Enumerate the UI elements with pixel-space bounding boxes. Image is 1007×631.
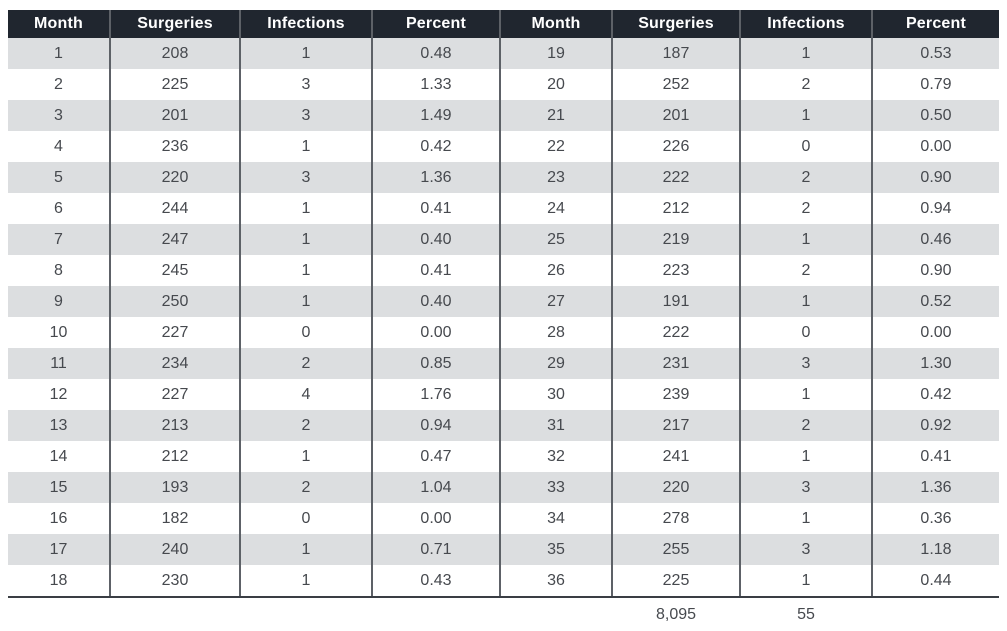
cell-month-left: 5 xyxy=(54,168,63,186)
cell-percent-right: 0.00 xyxy=(872,131,999,162)
cell-surgeries-left: 234 xyxy=(110,348,240,379)
table-row-months-17-35 xyxy=(8,534,999,565)
cell-month-left: 13 xyxy=(49,416,68,434)
cell-percent-left: 0.41 xyxy=(372,255,500,286)
cell-month-left: 7 xyxy=(54,230,63,248)
cell-infections-right: 0 xyxy=(740,131,872,162)
cell-month-right: 27 xyxy=(500,286,612,317)
cell-surgeries-right: 212 xyxy=(612,193,740,224)
cell-percent-left: 0.71 xyxy=(372,534,500,565)
cell-infections-left: 1 xyxy=(240,565,372,597)
cell-percent-left: 0.40 xyxy=(372,286,500,317)
cell-infections-left: 1 xyxy=(240,441,372,472)
cell-percent-right: 0.00 xyxy=(872,317,999,348)
cell-percent-left: 1.76 xyxy=(372,379,500,410)
cell-surgeries-right: 252 xyxy=(612,69,740,100)
cell-month-right: 32 xyxy=(500,441,612,472)
cell-percent-right: 0.79 xyxy=(872,69,999,100)
column-header-month-right: Month xyxy=(500,10,612,38)
cell-infections-left: 2 xyxy=(240,472,372,503)
cell-month-left: 2 xyxy=(54,75,63,93)
column-header-infections-right: Infections xyxy=(740,10,872,38)
table-row-months-5-23 xyxy=(8,162,999,193)
table-row-months-10-28 xyxy=(8,317,999,348)
cell-infections-right: 2 xyxy=(740,255,872,286)
cell-surgeries-right: 217 xyxy=(612,410,740,441)
cell-percent-left: 0.47 xyxy=(372,441,500,472)
total-surgeries: 8,095 xyxy=(612,597,740,631)
cell-month-right: 35 xyxy=(500,534,612,565)
cell-percent-right: 1.36 xyxy=(872,472,999,503)
cell-percent-right: 1.30 xyxy=(872,348,999,379)
cell-surgeries-right: 241 xyxy=(612,441,740,472)
cell-surgeries-left: 236 xyxy=(110,131,240,162)
column-header-surgeries-right: Surgeries xyxy=(612,10,740,38)
cell-infections-left: 0 xyxy=(240,317,372,348)
cell-month-right: 30 xyxy=(500,379,612,410)
cell-percent-left: 1.33 xyxy=(372,69,500,100)
cell-percent-right: 0.90 xyxy=(872,255,999,286)
table-row-months-7-25 xyxy=(8,224,999,255)
table-row-months-18-36 xyxy=(8,565,999,597)
cell-month-right: 29 xyxy=(500,348,612,379)
cell-infections-right: 2 xyxy=(740,162,872,193)
cell-infections-left: 1 xyxy=(240,255,372,286)
cell-surgeries-left: 208 xyxy=(110,38,240,69)
cell-surgeries-left: 227 xyxy=(110,379,240,410)
cell-infections-right: 1 xyxy=(740,286,872,317)
cell-surgeries-right: 187 xyxy=(612,38,740,69)
cell-percent-left: 0.00 xyxy=(372,503,500,534)
table-row-months-9-27 xyxy=(8,286,999,317)
cell-surgeries-right: 191 xyxy=(612,286,740,317)
cell-month-left: 6 xyxy=(54,199,63,217)
cell-surgeries-right: 201 xyxy=(612,100,740,131)
cell-surgeries-left: 244 xyxy=(110,193,240,224)
cell-month-right: 33 xyxy=(500,472,612,503)
cell-surgeries-right: 220 xyxy=(612,472,740,503)
cell-surgeries-left: 240 xyxy=(110,534,240,565)
table-row-months-13-31 xyxy=(8,410,999,441)
cell-month-left: 8 xyxy=(54,261,63,279)
cell-infections-left: 1 xyxy=(240,534,372,565)
cell-infections-right: 0 xyxy=(740,317,872,348)
cell-surgeries-right: 219 xyxy=(612,224,740,255)
cell-infections-left: 1 xyxy=(240,131,372,162)
cell-infections-left: 1 xyxy=(240,38,372,69)
cell-surgeries-left: 193 xyxy=(110,472,240,503)
cell-month-right: 25 xyxy=(500,224,612,255)
cell-percent-left: 0.40 xyxy=(372,224,500,255)
cell-surgeries-right: 231 xyxy=(612,348,740,379)
cell-month-left: 11 xyxy=(50,354,67,372)
cell-month-left: 4 xyxy=(54,137,63,155)
cell-infections-right: 1 xyxy=(740,100,872,131)
cell-percent-left: 0.94 xyxy=(372,410,500,441)
table-row-months-12-30 xyxy=(8,379,999,410)
cell-percent-left: 0.48 xyxy=(372,38,500,69)
cell-surgeries-left: 250 xyxy=(110,286,240,317)
table-body xyxy=(8,38,999,597)
cell-surgeries-right: 278 xyxy=(612,503,740,534)
cell-month-right: 28 xyxy=(500,317,612,348)
cell-percent-left: 0.85 xyxy=(372,348,500,379)
cell-month-left: 18 xyxy=(8,565,110,597)
cell-percent-right: 0.42 xyxy=(872,379,999,410)
cell-percent-right: 0.44 xyxy=(872,565,999,597)
cell-surgeries-left: 213 xyxy=(110,410,240,441)
cell-month-left: 1 xyxy=(54,44,63,62)
table-row-months-11-29 xyxy=(8,348,999,379)
table-row-months-14-32 xyxy=(8,441,999,472)
cell-infections-right: 1 xyxy=(740,38,872,69)
cell-surgeries-left: 230 xyxy=(110,565,240,597)
cell-month-right: 21 xyxy=(500,100,612,131)
table-row-months-15-33 xyxy=(8,472,999,503)
cell-percent-left: 1.36 xyxy=(372,162,500,193)
cell-infections-right: 2 xyxy=(740,193,872,224)
empty-cell xyxy=(8,597,110,631)
cell-month-right: 26 xyxy=(500,255,612,286)
cell-percent-left: 0.41 xyxy=(372,193,500,224)
column-header-surgeries-left: Surgeries xyxy=(110,10,240,38)
cell-month-right: 34 xyxy=(500,503,612,534)
cell-infections-left: 2 xyxy=(240,348,372,379)
cell-infections-right: 2 xyxy=(740,69,872,100)
cell-surgeries-right: 222 xyxy=(612,317,740,348)
cell-surgeries-right: 225 xyxy=(612,565,740,597)
table-row-months-4-22 xyxy=(8,131,999,162)
table-row-months-16-34 xyxy=(8,503,999,534)
cell-month-left: 10 xyxy=(49,323,68,341)
cell-infections-right: 1 xyxy=(740,503,872,534)
cell-month-left: 14 xyxy=(49,447,68,465)
cell-percent-left: 0.43 xyxy=(372,565,500,597)
cell-month-left: 3 xyxy=(54,106,63,124)
cell-percent-left: 1.04 xyxy=(372,472,500,503)
column-header-percent-right: Percent xyxy=(872,10,999,38)
table-row-months-1-19 xyxy=(8,38,999,69)
cell-infections-right: 1 xyxy=(740,441,872,472)
cell-infections-left: 4 xyxy=(240,379,372,410)
cell-percent-right: 0.52 xyxy=(872,286,999,317)
cell-infections-right: 1 xyxy=(740,224,872,255)
table-row-months-6-24 xyxy=(8,193,999,224)
cell-month-left: 12 xyxy=(49,385,68,403)
cell-infections-left: 3 xyxy=(240,162,372,193)
cell-infections-right: 2 xyxy=(740,410,872,441)
cell-month-right: 31 xyxy=(500,410,612,441)
cell-percent-right: 0.94 xyxy=(872,193,999,224)
cell-surgeries-right: 222 xyxy=(612,162,740,193)
table-row-months-8-26 xyxy=(8,255,999,286)
header-row xyxy=(8,10,999,38)
cell-infections-left: 2 xyxy=(240,410,372,441)
cell-percent-right: 1.18 xyxy=(872,534,999,565)
empty-cell xyxy=(372,597,500,631)
totals-row xyxy=(8,597,999,631)
cell-month-right: 22 xyxy=(500,131,612,162)
cell-infections-left: 3 xyxy=(240,100,372,131)
cell-infections-right: 3 xyxy=(740,534,872,565)
cell-surgeries-right: 255 xyxy=(612,534,740,565)
cell-infections-left: 3 xyxy=(240,69,372,100)
cell-infections-right: 3 xyxy=(740,472,872,503)
cell-month-left: 9 xyxy=(54,292,63,310)
cell-surgeries-right: 226 xyxy=(612,131,740,162)
table-row-months-2-20 xyxy=(8,69,999,100)
cell-month-left: 16 xyxy=(49,509,68,527)
cell-percent-left: 1.49 xyxy=(372,100,500,131)
cell-surgeries-left: 201 xyxy=(110,100,240,131)
cell-infections-right: 1 xyxy=(740,565,872,597)
empty-cell xyxy=(110,597,240,631)
empty-cell xyxy=(240,597,372,631)
cell-percent-right: 0.46 xyxy=(872,224,999,255)
cell-percent-right: 0.36 xyxy=(872,503,999,534)
cell-surgeries-left: 182 xyxy=(110,503,240,534)
table-row-months-3-21 xyxy=(8,100,999,131)
total-infections: 55 xyxy=(740,597,872,631)
cell-month-left: 17 xyxy=(49,540,68,558)
cell-month-right: 20 xyxy=(500,69,612,100)
cell-month-right: 36 xyxy=(500,565,612,597)
cell-percent-right: 0.53 xyxy=(872,38,999,69)
cell-month-right: 23 xyxy=(500,162,612,193)
cell-infections-left: 1 xyxy=(240,193,372,224)
cell-month-right: 19 xyxy=(500,38,612,69)
cell-percent-right: 0.50 xyxy=(872,100,999,131)
surgical-infections-table xyxy=(8,10,999,631)
cell-percent-left: 0.42 xyxy=(372,131,500,162)
cell-infections-right: 1 xyxy=(740,379,872,410)
cell-surgeries-right: 223 xyxy=(612,255,740,286)
cell-surgeries-left: 212 xyxy=(110,441,240,472)
column-header-month-left: Month xyxy=(8,10,110,38)
cell-surgeries-left: 225 xyxy=(110,69,240,100)
cell-percent-right: 0.92 xyxy=(872,410,999,441)
column-header-percent-left: Percent xyxy=(372,10,500,38)
cell-surgeries-right: 239 xyxy=(612,379,740,410)
cell-percent-right: 0.41 xyxy=(872,441,999,472)
cell-infections-right: 3 xyxy=(740,348,872,379)
empty-cell xyxy=(872,597,999,631)
cell-month-right: 24 xyxy=(500,193,612,224)
cell-surgeries-left: 245 xyxy=(110,255,240,286)
empty-cell xyxy=(500,597,612,631)
cell-surgeries-left: 227 xyxy=(110,317,240,348)
cell-infections-left: 1 xyxy=(240,286,372,317)
cell-infections-left: 1 xyxy=(240,224,372,255)
cell-percent-left: 0.00 xyxy=(372,317,500,348)
cell-infections-left: 0 xyxy=(240,503,372,534)
cell-surgeries-left: 220 xyxy=(110,162,240,193)
cell-surgeries-left: 247 xyxy=(110,224,240,255)
column-header-infections-left: Infections xyxy=(240,10,372,38)
cell-percent-right: 0.90 xyxy=(872,162,999,193)
cell-month-left: 15 xyxy=(49,478,68,496)
